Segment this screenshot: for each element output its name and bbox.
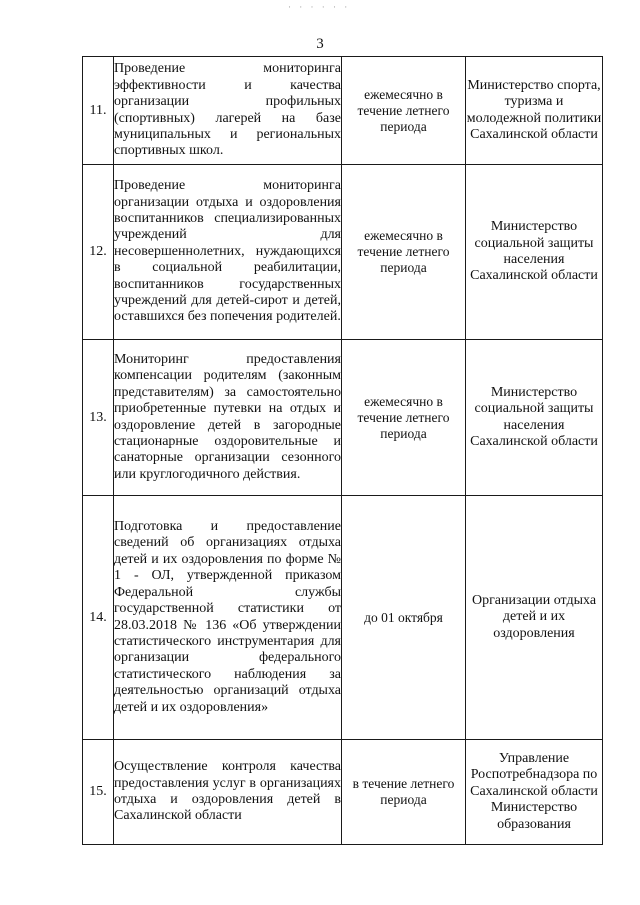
responsible-cell: Министерство спорта, туризма и молодежной политики Сахалинской области	[466, 57, 603, 165]
activity-text: Подготовка и предоставление сведений об организациях отдыха детей и их оздоровления по форме № 1 - ОЛ, утвержденной приказом Федеральной службы государственной статистики от 28.03.2018 № 136 «Об утверждении статистического инструментария для организации федерального статистического наблюдения за деятельностью организаций отдыха детей и их оздоровления»	[114, 519, 341, 715]
activity-cell	[114, 57, 342, 165]
activity-cell	[114, 340, 342, 496]
term-cell: ежемесячно в течение летнего периода	[342, 165, 466, 340]
activity-text: Мониторинг предоставления компенсации родителям (законным представителям) за самостоятельно приобретенные путевки на отдых и оздоровление детей в загородные стационарные оздоровительные и санаторные организации сезонного или круглогодичного действия.	[114, 351, 341, 482]
responsible-cell: Управление Роспотребнадзора по Сахалинской области Министерство образования	[466, 740, 603, 845]
row-number: 13.	[83, 340, 114, 496]
responsible-cell: Министерство социальной защиты населения Сахалинской области	[466, 165, 603, 340]
table-row	[83, 740, 603, 845]
responsible-cell: Министерство социальной защиты населения Сахалинской области	[466, 340, 603, 496]
activity-text: Проведение мониторинга организации отдыха и оздоровления воспитанников специализированных учреждений для несовершеннолетних, нуждающихся в социальной реабилитации, воспитанников государственных учреждений для детей-сирот и детей, оставшихся без попечения родителей.	[114, 178, 341, 325]
activity-cell	[114, 496, 342, 740]
scan-artifact: · · · · · ·	[288, 2, 351, 12]
activity-cell	[114, 740, 342, 845]
row-number: 14.	[83, 496, 114, 740]
table-row	[83, 57, 603, 165]
activity-text: Осуществление контроля качества предоставления услуг в организациях отдыха и оздоровления детей в Сахалинской области	[114, 759, 341, 824]
row-number: 12.	[83, 165, 114, 340]
activities-table	[82, 56, 603, 845]
table-row	[83, 340, 603, 496]
term-cell: до 01 октября	[342, 496, 466, 740]
term-cell: ежемесячно в течение летнего периода	[342, 57, 466, 165]
term-cell: в течение летнего периода	[342, 740, 466, 845]
page-number: 3	[316, 36, 324, 52]
row-number: 15.	[83, 740, 114, 845]
activity-cell	[114, 165, 342, 340]
table-row	[83, 165, 603, 340]
table-row	[83, 496, 603, 740]
row-number: 11.	[83, 57, 114, 165]
activity-text: Проведение мониторинга эффективности и качества организации профильных (спортивных) лагерей на базе муниципальных и региональных спортивных школ.	[114, 61, 341, 159]
term-cell: ежемесячно в течение летнего периода	[342, 340, 466, 496]
responsible-cell: Организации отдыха детей и их оздоровления	[466, 496, 603, 740]
